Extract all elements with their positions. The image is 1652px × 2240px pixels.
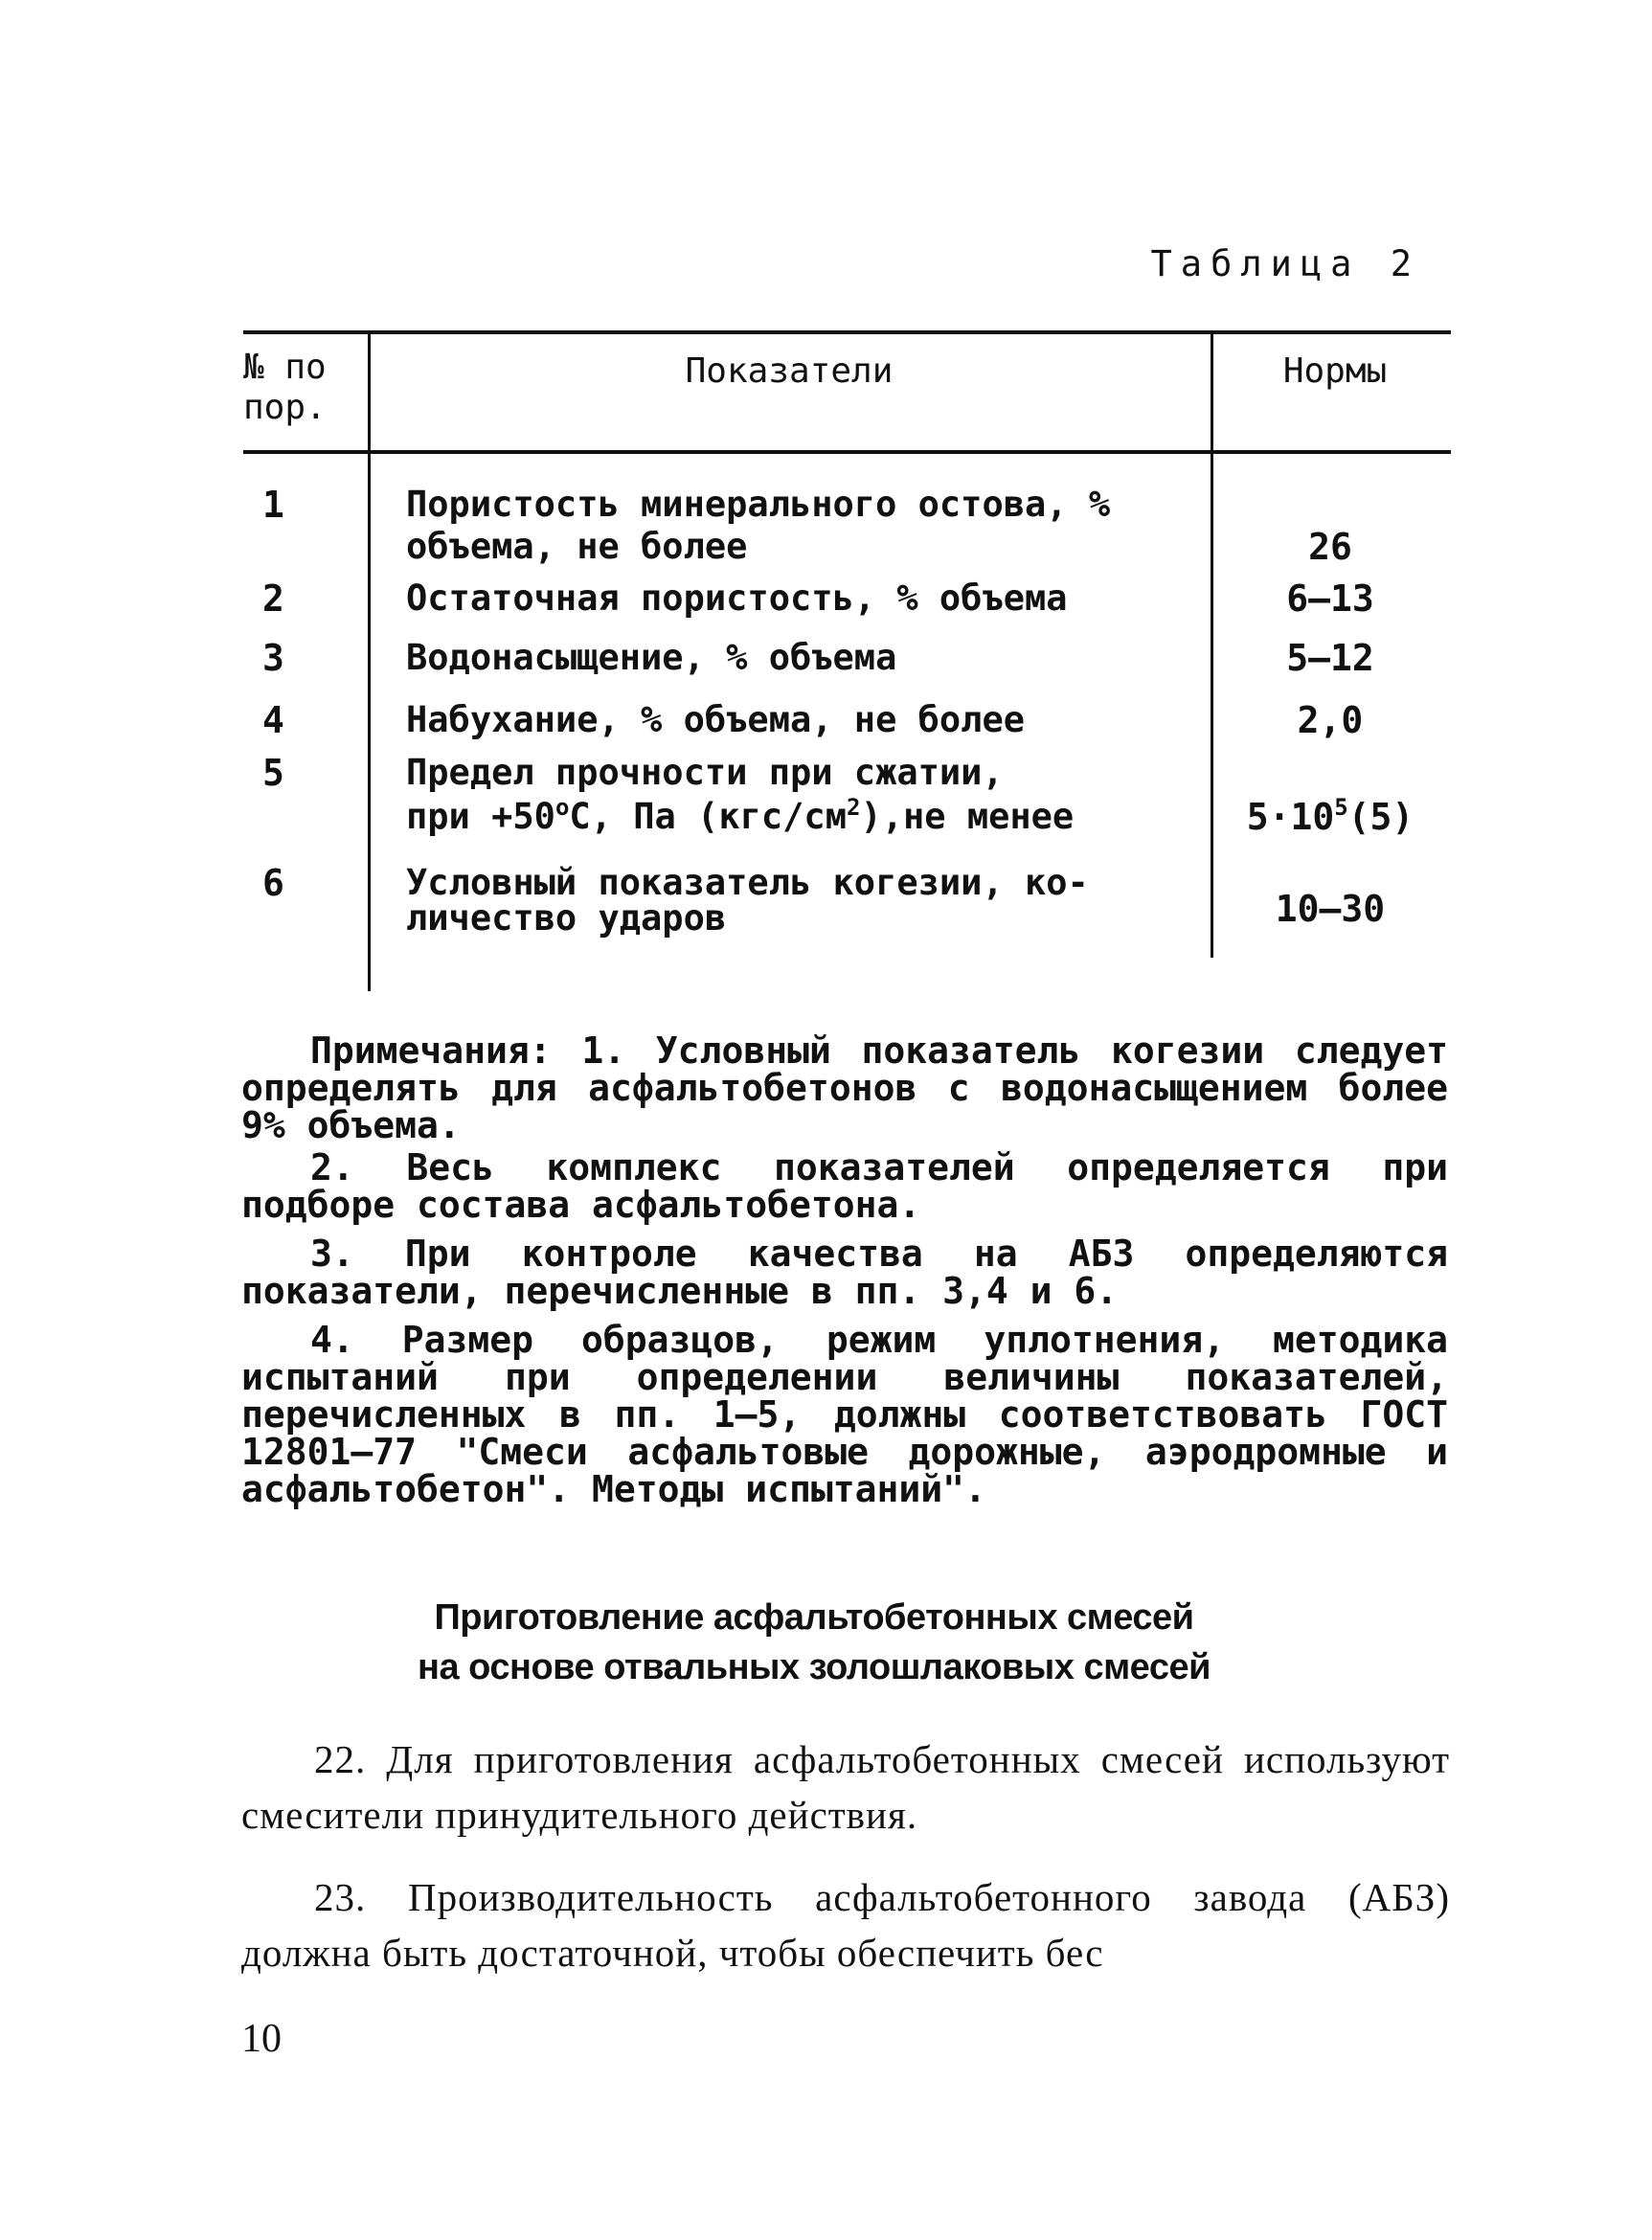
page-number: 10 bbox=[241, 2017, 282, 2061]
row-6-indicator-line2: личество ударов bbox=[406, 897, 727, 939]
section-heading bbox=[287, 1593, 1341, 1692]
row-5-norm: $5\cdot 10^5(5)$ bbox=[1246, 794, 1414, 838]
header-norm: Нормы bbox=[1282, 351, 1388, 391]
header-indicator: Показатели bbox=[685, 351, 894, 391]
paragraph-22: 22. Для приготовления асфальтобетонных смесей используют смесители принудительного действия. bbox=[241, 1737, 1450, 1837]
table-top-rule bbox=[243, 330, 1451, 334]
column-divider-left bbox=[368, 330, 371, 991]
note-2: 2. Весь комплекс показателей определяется при подборе состава асфальтобетона. bbox=[241, 1146, 1448, 1226]
section-heading-line1: Приготовление асфальтобетонных смесей bbox=[434, 1597, 1194, 1638]
row-5-indicator-line2: при $+50^oС$, Па $(кгс/см^2),не$ менее bbox=[406, 794, 1075, 837]
row-2-indicator: Остаточная пористость, % объема bbox=[406, 577, 1068, 619]
note-1: Примечания: 1. Условный показатель когезии следует определять для асфальтобетонов с водонасыщением более 9% объема. bbox=[241, 1029, 1448, 1146]
row-3-number: 3 bbox=[262, 637, 284, 679]
row-4-number: 4 bbox=[262, 699, 284, 741]
note-4: 4. Размер образцов, режим уплотнения, методика испытаний при определении величины показателей, перечисленных в пп. 1–5, должны соответствовать ГОСТ 12801–77 "Смеси асфальтовые дорожные, аэродромные и асфальтобетон". Методы испытаний". bbox=[241, 1319, 1448, 1510]
row-4-norm: 2,0 bbox=[1297, 699, 1364, 741]
column-divider-right bbox=[1211, 330, 1213, 958]
row-6-number: 6 bbox=[262, 862, 284, 904]
row-5-indicator-line1: Предел прочности при сжатии, bbox=[406, 752, 1004, 793]
row-4-indicator: Набухание, % объема, не более bbox=[406, 699, 1026, 740]
row-2-norm: 6–13 bbox=[1286, 577, 1374, 620]
row-1-norm: 26 bbox=[1308, 526, 1352, 568]
table-caption: Таблица 2 bbox=[1150, 243, 1420, 284]
table-header-rule bbox=[243, 450, 1451, 454]
section-heading-line2: на основе отвальных золошлаковых смесей bbox=[418, 1647, 1211, 1687]
row-1-indicator-line1: Пористость минерального остова, % bbox=[406, 484, 1111, 525]
row-6-indicator-line1: Условный показатель когезии, ко- bbox=[406, 862, 1089, 903]
header-number: № по пор. bbox=[243, 348, 327, 427]
row-6-norm: 10–30 bbox=[1275, 888, 1386, 930]
row-5-number: 5 bbox=[262, 752, 284, 794]
row-2-number: 2 bbox=[262, 577, 284, 620]
paragraph-23: 23. Производительность асфальтобетонного завода (АБЗ) должна быть достаточной, чтобы обеспечить бес bbox=[241, 1875, 1450, 1975]
note-3: 3. При контроле качества на АБЗ определяются показатели, перечисленные в пп. 3,4 и 6. bbox=[241, 1233, 1448, 1312]
row-1-indicator-line2: объема, не более bbox=[406, 526, 748, 567]
data-table bbox=[243, 330, 1451, 991]
row-3-indicator: Водонасыщение, % объема bbox=[406, 637, 897, 678]
row-1-number: 1 bbox=[262, 484, 284, 526]
row-3-norm: 5–12 bbox=[1286, 637, 1374, 679]
